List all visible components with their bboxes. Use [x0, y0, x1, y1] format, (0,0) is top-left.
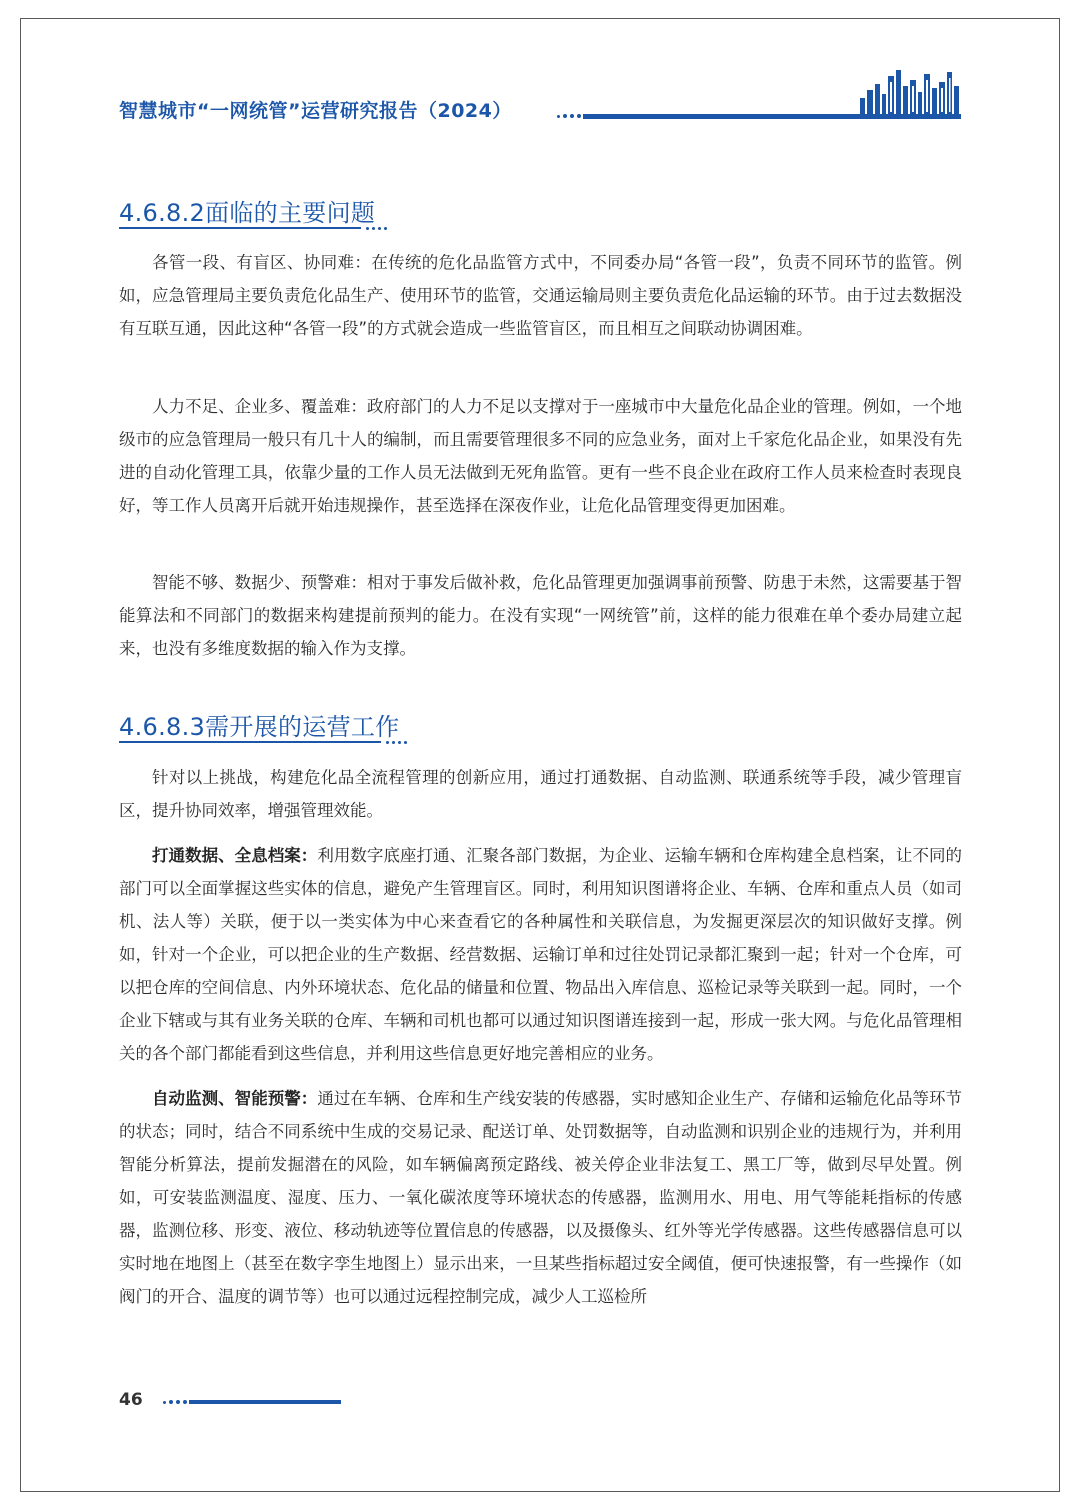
section-heading-text: 4.6.8.2面临的主要问题 [119, 199, 376, 227]
section-underline [119, 741, 381, 743]
section-underline-dots [366, 227, 387, 230]
section-underline-dots [386, 741, 407, 744]
paragraph: 智能不够、数据少、预警难：相对于事发后做补救，危化品管理更加强调事前预警、防患于未然，这需要基于智能算法和不同部门的数据来构建提前预判的能力。在没有实现“一网统管”前，这样的能力很难在单个委办局建立起来，也没有多维度数据的输入作为支撑。 [119, 573, 962, 658]
header-dots [557, 114, 581, 118]
paragraph: 自动监测、智能预警：通过在车辆、仓库和生产线安装的传感器，实时感知企业生产、存储和运输危化品等环节的状态；同时，结合不同系统中生成的交易记录、配送订单、处罚数据等，自动监测和识别企业的违规行为，并利用智能分析算法，提前发掘潜在的风险，如车辆偏离预定路线、被关停企业非法复工、黑工厂等，做到尽早处置。例如，可安装监测温度、湿度、压力、一氧化碳浓度等环境状态的传感器，监测用水、用电、用气等能耗指标的传感器，监测位移、形变、液位、移动轨迹等位置信息的传感器，以及摄像头、红外等光学传感器。这些传感器信息可以实时地在地图上（甚至在数字孪生地图上）显示出来，一旦某些指标超过安全阈值，便可快速报警，有一些操作（如阀门的开合、温度的调节等）也可以通过远程控制完成，减少人工巡检所 [119, 1089, 962, 1306]
paragraph: 人力不足、企业多、覆盖难：政府部门的人力不足以支撑对于一座城市中大量危化品企业的管理。例如，一个地级市的应急管理局一般只有几十人的编制，而且需要管理很多不同的应急业务，面对上千家危化品企业，如果没有先进的自动化管理工具，依靠少量的工作人员无法做到无死角监管。更有一些不良企业在政府工作人员来检查时表现良好，等工作人员离开后就开始违规操作，甚至选择在深夜作业，让危化品管理变得更加困难。 [119, 397, 962, 515]
section-heading-problems [119, 193, 375, 228]
footer-rule [189, 1400, 341, 1404]
paragraph-lead: 打通数据、全息档案： [152, 846, 318, 865]
paragraph: 各管一段、有盲区、协同难：在传统的危化品监管方式中，不同委办局“各管一段”，负责不同环节的监管。例如，应急管理局主要负责危化品生产、使用环节的监管，交通运输局则主要负责危化品运输的环节。由于过去数据没有互联互通，因此这种“各管一段”的方式就会造成一些监管盲区，而且相互之间联动协调困难。 [119, 253, 962, 338]
section-underline [119, 227, 361, 229]
page-number: 46 [119, 1390, 143, 1410]
paragraph: 打通数据、全息档案：利用数字底座打通、汇聚各部门数据，为企业、运输车辆和仓库构建全息档案，让不同的部门可以全面掌握这些实体的信息，避免产生管理盲区。同时，利用知识图谱将企业、车辆、仓库和重点人员（如司机、法人等）关联，便于以一类实体为中心来查看它的各种属性和关联信息，为发掘更深层次的知识做好支撑。例如，针对一个企业，可以把企业的生产数据、经营数据、运输订单和过往处罚记录都汇聚到一起；针对一个仓库，可以把仓库的空间信息、内外环境状态、危化品的储量和位置、物品出入库信息、巡检记录等关联到一起。同时，一个企业下辖或与其有业务关联的仓库、车辆和司机也都可以通过知识图谱连接到一起，形成一张大网。与危化品管理相关的各个部门都能看到这些信息，并利用这些信息更好地完善相应的业务。 [119, 846, 962, 1063]
city-skyline-icon [858, 68, 962, 116]
footer-dots [163, 1400, 187, 1404]
section-heading-text: 4.6.8.3需开展的运营工作 [119, 713, 400, 741]
section-heading-operations [119, 707, 399, 742]
paragraph-lead: 自动监测、智能预警： [152, 1089, 318, 1108]
report-title: 智慧城市“一网统管”运营研究报告（2024） [119, 100, 512, 122]
paragraph: 针对以上挑战，构建危化品全流程管理的创新应用，通过打通数据、自动监测、联通系统等手段，减少管理盲区，提升协同效率，增强管理效能。 [119, 768, 962, 820]
